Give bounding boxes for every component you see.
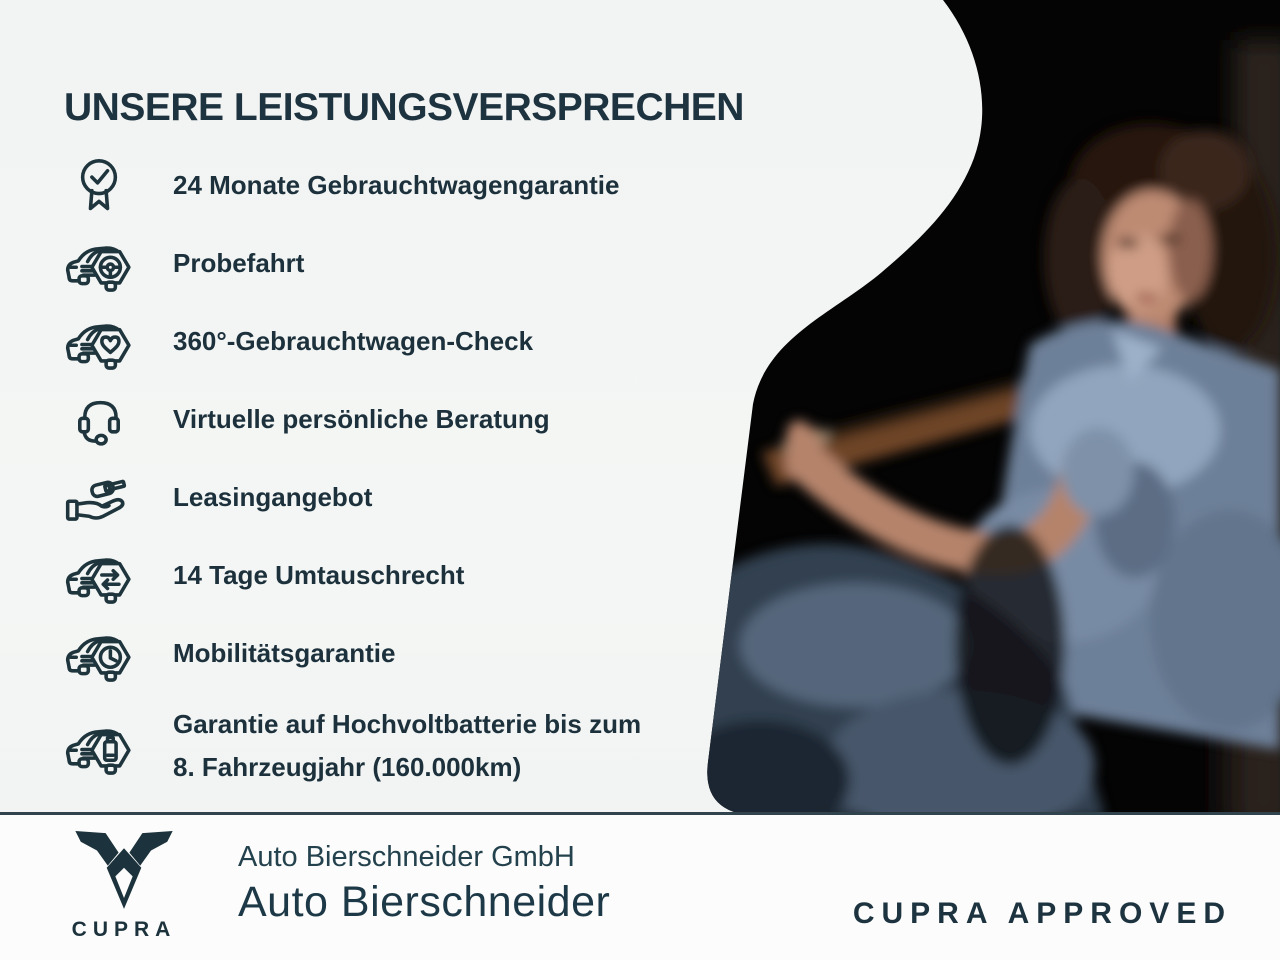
promise-item (62, 692, 651, 800)
dealer-company: Auto Bierschneider GmbH (238, 841, 575, 873)
car-battery-icon (62, 713, 140, 779)
dealer-info (238, 841, 610, 927)
hand-car-key-icon (62, 464, 140, 530)
promise-label: Virtuelle persönliche Beratung (173, 403, 550, 434)
footer-divider-line (0, 812, 1280, 815)
car-shield-heart-icon (62, 308, 140, 374)
car-clock-icon (62, 620, 140, 686)
page-title: UNSERE LEISTUNGSVERSPRECHEN (64, 86, 744, 130)
cupra-approved-label: CUPRA APPROVED (852, 897, 1232, 930)
promise-item (62, 302, 651, 380)
cupra-logo (44, 831, 204, 942)
award-check-icon (62, 152, 140, 218)
car-steering-wheel-icon (62, 230, 140, 296)
headset-icon (62, 386, 140, 452)
cupra-logo-word: CUPRA (71, 918, 177, 941)
promise-label: Probefahrt (173, 247, 305, 278)
promise-item (62, 146, 651, 224)
promise-list (62, 146, 651, 800)
promise-label: Garantie auf Hochvoltbatterie bis zum 8. Fahrzeugjahr (160.000km) (173, 709, 642, 782)
promise-item (62, 614, 651, 692)
promise-label: 24 Monate Gebrauchtwagengarantie (173, 169, 620, 200)
cupra-bull-emblem-icon (66, 831, 182, 911)
car-exchange-arrows-icon (62, 542, 140, 608)
footer (0, 815, 1280, 960)
promise-item (62, 536, 651, 614)
promise-label: Mobilitätsgarantie (173, 637, 396, 668)
dealer-name: Auto Bierschneider (238, 878, 611, 926)
promise-label: Leasingangebot (173, 481, 373, 512)
promise-item (62, 380, 651, 458)
promise-item (62, 458, 651, 536)
promise-label: 14 Tage Umtauschrecht (173, 559, 465, 590)
promise-item (62, 224, 651, 302)
promise-label: 360°-Gebrauchtwagen-Check (173, 325, 534, 356)
